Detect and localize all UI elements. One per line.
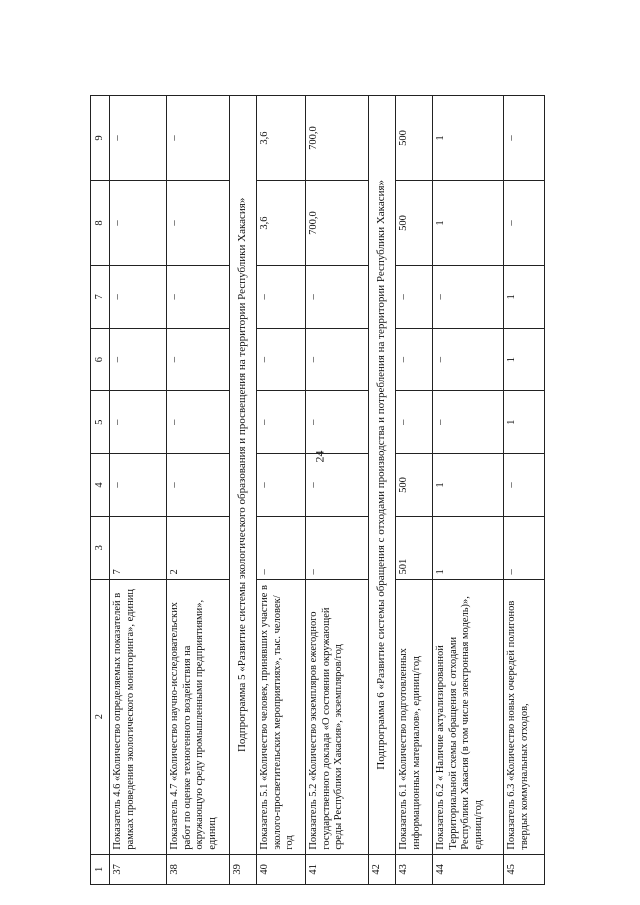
value-cell: – bbox=[167, 96, 230, 181]
value-cell: – bbox=[306, 391, 369, 454]
value-cell: – bbox=[110, 181, 167, 266]
table-row bbox=[396, 96, 433, 885]
value-cell: – bbox=[306, 516, 369, 579]
table-row bbox=[167, 96, 230, 885]
rotated-table-container bbox=[90, 95, 630, 885]
value-cell: – bbox=[167, 328, 230, 391]
value-cell: – bbox=[396, 391, 433, 454]
value-cell: – bbox=[110, 454, 167, 517]
value-cell: – bbox=[257, 454, 306, 517]
value-cell: 1 bbox=[433, 454, 504, 517]
value-cell: – bbox=[257, 266, 306, 329]
value-cell: – bbox=[257, 328, 306, 391]
value-cell: 500 bbox=[396, 181, 433, 266]
row-number: 38 bbox=[167, 854, 230, 884]
indicator-name: Показатель 6.3 «Количество новых очередей полигонов твердых коммунальных отходов, bbox=[504, 579, 545, 854]
value-cell: 3,6 bbox=[257, 181, 306, 266]
table-row bbox=[257, 96, 306, 885]
value-cell: – bbox=[257, 391, 306, 454]
value-cell: – bbox=[306, 454, 369, 517]
value-cell: 1 bbox=[433, 181, 504, 266]
value-cell: – bbox=[167, 391, 230, 454]
row-number: 39 bbox=[230, 854, 257, 884]
value-cell: 1 bbox=[504, 391, 545, 454]
row-number: 43 bbox=[396, 854, 433, 884]
header-row bbox=[91, 96, 110, 885]
value-cell: – bbox=[257, 516, 306, 579]
header-cell: 5 bbox=[91, 391, 110, 454]
value-cell: 1 bbox=[433, 96, 504, 181]
row-number: 45 bbox=[504, 854, 545, 884]
value-cell: 2 bbox=[167, 516, 230, 579]
header-cell: 8 bbox=[91, 181, 110, 266]
value-cell: 1 bbox=[504, 328, 545, 391]
value-cell: 7 bbox=[110, 516, 167, 579]
row-number: 42 bbox=[369, 854, 396, 884]
value-cell: 3,6 bbox=[257, 96, 306, 181]
value-cell: – bbox=[110, 328, 167, 391]
value-cell: 501 bbox=[396, 516, 433, 579]
indicator-name: Показатель 5.2 «Количество экземпляров ежегодного государственного доклада «О состоянии окружающей среды Республики Хакасия», экземпляров/год bbox=[306, 579, 369, 854]
header-cell: 7 bbox=[91, 266, 110, 329]
value-cell: – bbox=[167, 454, 230, 517]
subprogram-title: Подпрограмма 6 «Развитие системы обращения с отходами производства и потребления на территории Республики Хакасия» bbox=[369, 96, 396, 855]
value-cell: – bbox=[504, 454, 545, 517]
header-cell: 4 bbox=[91, 454, 110, 517]
table-row bbox=[306, 96, 369, 885]
indicator-name: Показатель 6.2 « Наличие актуализированной Территориальной схемы обращения с отходами Республики Хакасия (в том числе электронная модель)», единиц/год bbox=[433, 579, 504, 854]
value-cell: – bbox=[433, 266, 504, 329]
row-number: 41 bbox=[306, 854, 369, 884]
indicator-name: Показатель 4.6 «Количество определяемых показателей в рамках проведения экологического мониторинга», единиц bbox=[110, 579, 167, 854]
table-row bbox=[504, 96, 545, 885]
value-cell: 1 bbox=[433, 516, 504, 579]
row-number: 44 bbox=[433, 854, 504, 884]
section-row bbox=[230, 96, 257, 885]
value-cell: – bbox=[433, 391, 504, 454]
value-cell: 500 bbox=[396, 454, 433, 517]
value-cell: – bbox=[110, 96, 167, 181]
value-cell: – bbox=[504, 516, 545, 579]
indicator-name: Показатель 4.7 «Количество научно-исследовательских работ по оценке техногенного воздействия на окружающую среду промышленными предприятиями», единиц bbox=[167, 579, 230, 854]
indicator-name: Показатель 5.1 «Количество человек, принявших участие в эколого-просветительских мероприятиях», тыс. человек/год bbox=[257, 579, 306, 854]
row-number: 40 bbox=[257, 854, 306, 884]
header-cell: 9 bbox=[91, 96, 110, 181]
indicator-name: Показатель 6.1 «Количество подготовленных информационных материалов», единиц/год bbox=[396, 579, 433, 854]
value-cell: – bbox=[306, 266, 369, 329]
subprogram-title: Подпрограмма 5 «Развитие системы экологического образования и просвещения на территории Республики Хакасия» bbox=[230, 96, 257, 855]
indicators-table bbox=[90, 95, 545, 885]
value-cell: – bbox=[396, 328, 433, 391]
table-row bbox=[433, 96, 504, 885]
value-cell: – bbox=[504, 96, 545, 181]
value-cell: 700,0 bbox=[306, 96, 369, 181]
page-number: 24 bbox=[312, 450, 327, 463]
table-row bbox=[110, 96, 167, 885]
value-cell: 500 bbox=[396, 96, 433, 181]
header-cell: 6 bbox=[91, 328, 110, 391]
value-cell: – bbox=[110, 391, 167, 454]
value-cell: – bbox=[433, 328, 504, 391]
value-cell: 700,0 bbox=[306, 181, 369, 266]
header-cell: 2 bbox=[91, 579, 110, 854]
value-cell: – bbox=[306, 328, 369, 391]
value-cell: – bbox=[504, 181, 545, 266]
value-cell: 1 bbox=[504, 266, 545, 329]
row-number: 37 bbox=[110, 854, 167, 884]
header-cell: 3 bbox=[91, 516, 110, 579]
value-cell: – bbox=[167, 266, 230, 329]
value-cell: – bbox=[110, 266, 167, 329]
value-cell: – bbox=[167, 181, 230, 266]
value-cell: – bbox=[396, 266, 433, 329]
header-cell: 1 bbox=[91, 854, 110, 884]
section-row bbox=[369, 96, 396, 885]
